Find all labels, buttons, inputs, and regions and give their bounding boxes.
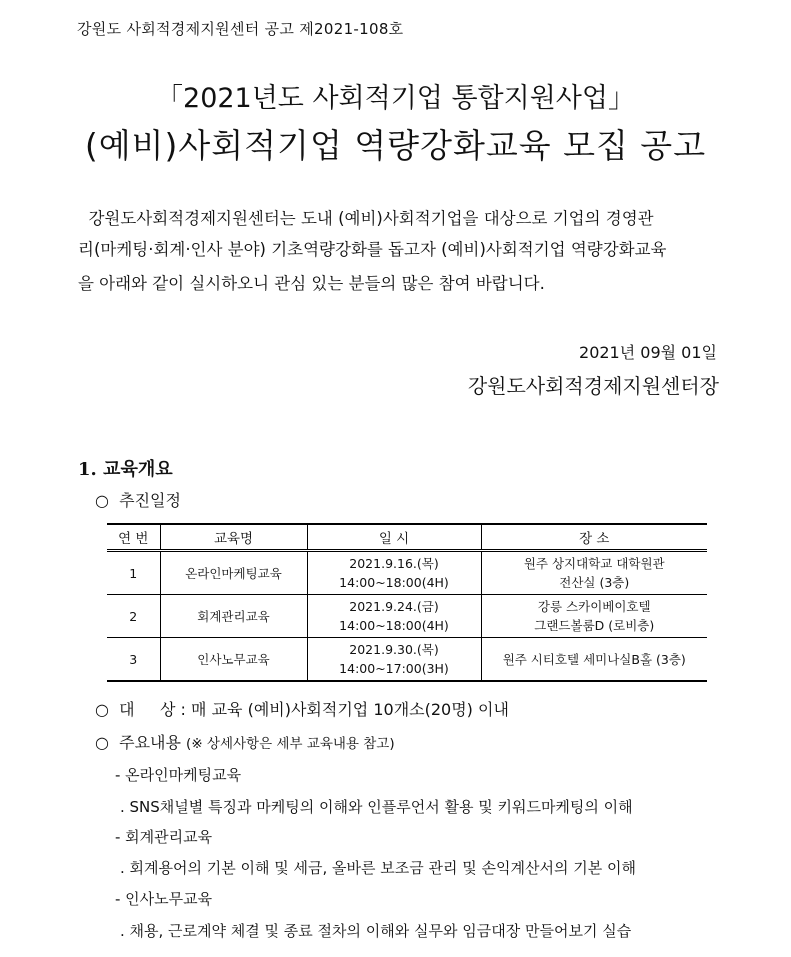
row-number: 2 xyxy=(107,595,160,638)
table-row xyxy=(107,551,707,595)
content-item-title: - 인사노무교육 xyxy=(115,890,213,908)
column-header-place: 장 소 xyxy=(481,524,707,551)
course-time: 14:00~17:00(3H) xyxy=(339,661,449,676)
notice-number: 강원도 사회적경제지원센터 공고 제2021-108호 xyxy=(77,20,404,38)
course-date: 2021.9.16.(목) xyxy=(349,556,439,571)
course-time: 14:00~18:00(4H) xyxy=(339,618,449,633)
column-header-no: 연 번 xyxy=(107,524,160,551)
course-date: 2021.9.30.(목) xyxy=(349,642,439,657)
column-header-course: 교육명 xyxy=(160,524,307,551)
content-item-title: - 회계관리교육 xyxy=(115,828,213,846)
course-name: 온라인마케팅교육 xyxy=(160,551,307,595)
course-date: 2021.9.24.(금) xyxy=(349,599,439,614)
table-row xyxy=(107,638,707,682)
issuing-organization: 강원도사회적경제지원센터장 xyxy=(467,374,719,398)
course-datetime xyxy=(307,595,481,638)
content-item-detail: . 채용, 근로계약 체결 및 종료 절차의 이해와 실무와 임금대장 만들어보기 실습 xyxy=(120,922,632,940)
announcement-date: 2021년 09월 01일 xyxy=(579,343,717,362)
place-line1: 원주 상지대학교 대학원관 xyxy=(523,556,665,571)
course-datetime xyxy=(307,551,481,595)
course-place xyxy=(481,595,707,638)
course-time: 14:00~18:00(4H) xyxy=(339,575,449,590)
section-heading: 1. 교육개요 xyxy=(78,459,173,480)
course-place xyxy=(481,551,707,595)
intro-paragraph-line1: 강원도사회적경제지원센터는 도내 (예비)사회적기업을 대상으로 기업의 경영관 xyxy=(78,209,654,228)
row-number: 1 xyxy=(107,551,160,595)
course-name: 회계관리교육 xyxy=(160,595,307,638)
column-header-datetime: 일 시 xyxy=(307,524,481,551)
course-name: 인사노무교육 xyxy=(160,638,307,682)
table-header-row xyxy=(107,524,707,551)
place-line2: 그랜드볼룸D (로비층) xyxy=(534,618,655,633)
place-line2: 전산실 (3층) xyxy=(559,575,630,590)
table-row xyxy=(107,595,707,638)
place-line1: 강릉 스카이베이호텔 xyxy=(537,599,651,614)
intro-paragraph-line2: 리(마케팅·회계·인사 분야) 기초역량강화를 돕고자 (예비)사회적기업 역량강화교육 xyxy=(78,240,667,259)
content-item-title: - 온라인마케팅교육 xyxy=(115,766,242,784)
course-datetime xyxy=(307,638,481,682)
content-line xyxy=(95,730,395,753)
intro-paragraph-line3: 을 아래와 같이 실시하오니 관심 있는 분들의 많은 참여 바랍니다. xyxy=(78,274,545,293)
place-line1: 원주 시티호텔 세미나실B홀 (3층) xyxy=(502,651,686,667)
document-title-line1: 「2021년도 사회적기업 통합지원사업」 xyxy=(156,83,635,114)
course-place xyxy=(481,638,707,682)
target-line: ○ 대 상 : 매 교육 (예비)사회적기업 10개소(20명) 이내 xyxy=(95,700,509,719)
content-note: (※ 상세사항은 세부 교육내용 참고) xyxy=(186,736,395,752)
schedule-table xyxy=(107,523,707,682)
content-item-detail: . 회계용어의 기본 이해 및 세금, 올바른 보조금 관리 및 손익계산서의 기본 이해 xyxy=(120,859,636,877)
row-number: 3 xyxy=(107,638,160,682)
content-item-detail: . SNS채널별 특징과 마케팅의 이해와 인플루언서 활용 및 키워드마케팅의 이해 xyxy=(120,798,633,816)
schedule-label: ○ 추진일정 xyxy=(95,491,181,510)
content-label: ○ 주요내용 xyxy=(95,733,187,752)
document-title-line2: (예비)사회적기업 역량강화교육 모집 공고 xyxy=(84,126,707,165)
